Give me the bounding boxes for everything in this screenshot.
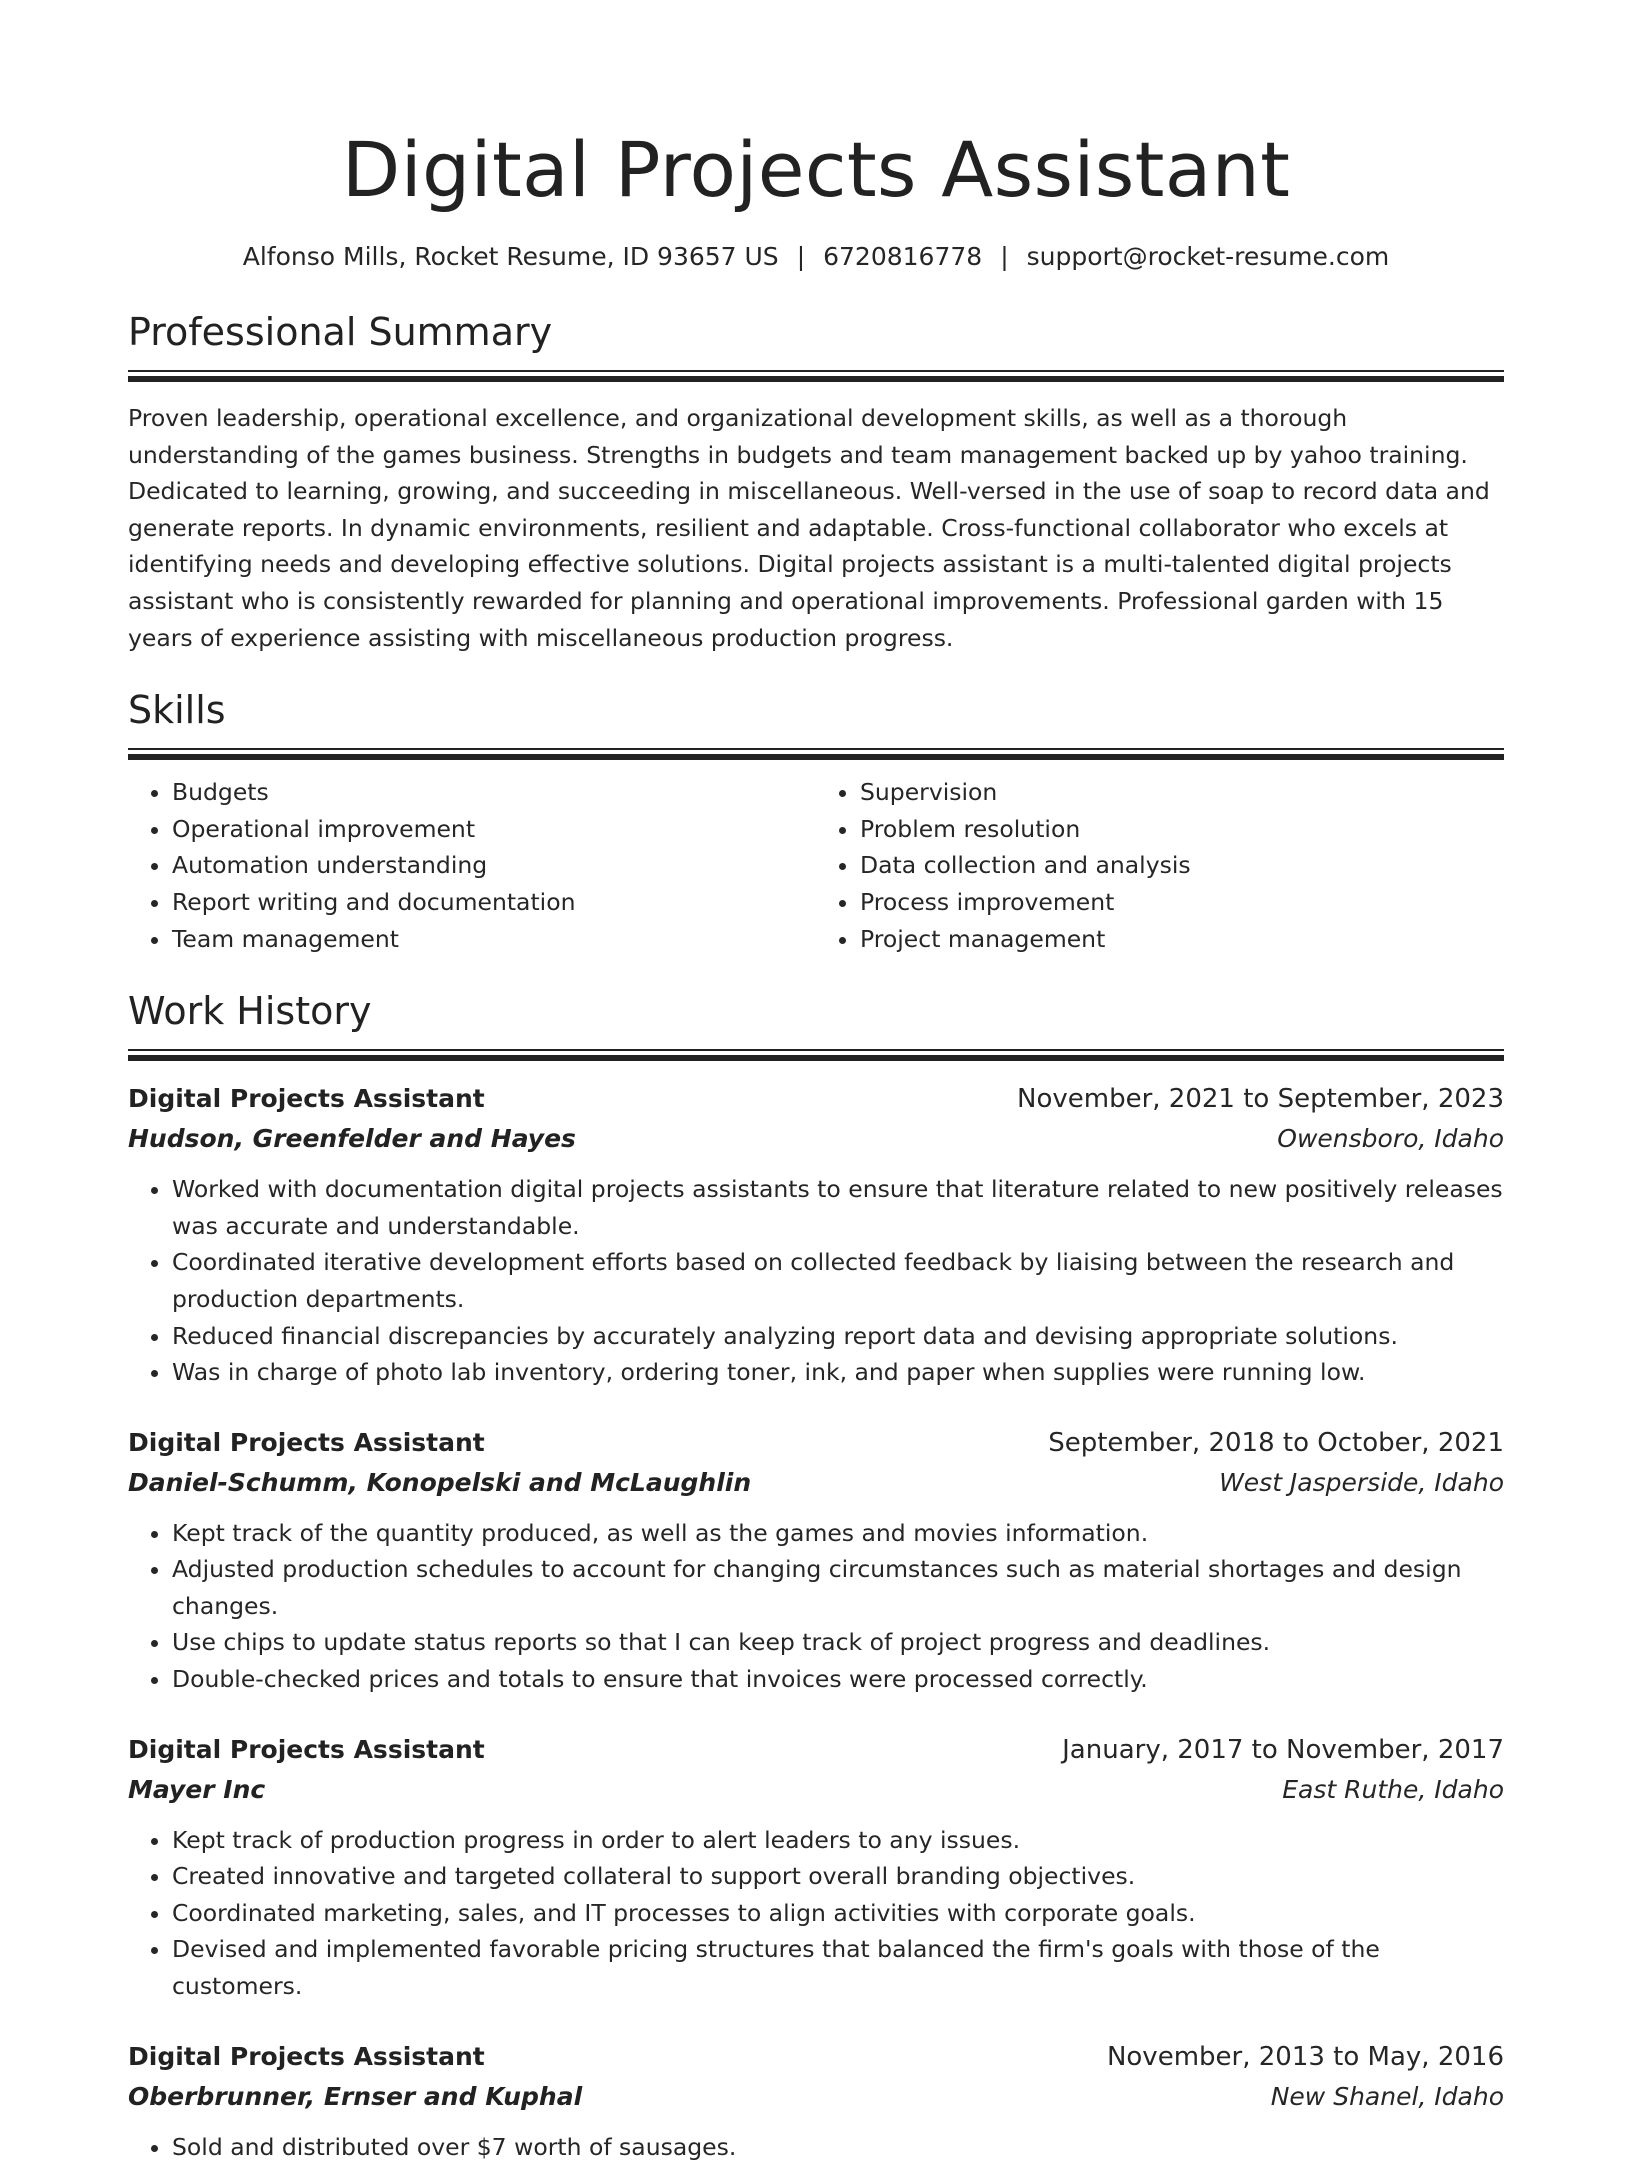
job-header-row bbox=[128, 1423, 1504, 1463]
job-bullet: • Double-checked prices and totals to ensure that invoices were processed correctly. bbox=[172, 1661, 1504, 1698]
summary-section-header bbox=[128, 308, 1504, 382]
job-bullet: • Adjusted production schedules to account for changing circumstances such as material shortages and design changes. bbox=[172, 1551, 1504, 1624]
job-entry bbox=[128, 2037, 1504, 2165]
skills-column-left bbox=[128, 774, 816, 957]
job-bullet: • Coordinated marketing, sales, and IT processes to align activities with corporate goals. bbox=[172, 1895, 1504, 1932]
job-bullet: • Sold and distributed over $7 worth of sausages. bbox=[172, 2129, 1504, 2165]
skill-item: • Supervision bbox=[860, 774, 1504, 811]
job-bullet: • Kept track of production progress in order to alert leaders to any issues. bbox=[172, 1822, 1504, 1859]
contact-separator: | bbox=[1000, 242, 1009, 271]
skills-column-right bbox=[816, 774, 1504, 957]
section-divider bbox=[128, 370, 1504, 382]
job-bullet: • Kept track of the quantity produced, as well as the games and movies information. bbox=[172, 1515, 1504, 1552]
skills-list bbox=[128, 774, 1504, 957]
job-company-row bbox=[128, 1119, 1504, 1159]
job-bullet: • Created innovative and targeted collateral to support overall branding objectives. bbox=[172, 1858, 1504, 1895]
job-dates: September, 2018 to October, 2021 bbox=[1048, 1427, 1504, 1458]
job-bullet: • Use chips to update status reports so that I can keep track of project progress and deadlines. bbox=[172, 1624, 1504, 1661]
job-entry bbox=[128, 1730, 1504, 2005]
resume-name: Digital Projects Assistant bbox=[341, 125, 1291, 214]
job-dates: November, 2021 to September, 2023 bbox=[1017, 1084, 1504, 1115]
job-company: Daniel-Schumm, Konopelski and McLaughlin bbox=[128, 1467, 752, 1497]
job-bullet: • Coordinated iterative development efforts based on collected feedback by liaising between the research and production departments. bbox=[172, 1244, 1504, 1317]
job-entry bbox=[128, 1079, 1504, 1391]
job-dates: January, 2017 to November, 2017 bbox=[1062, 1734, 1504, 1765]
skills-heading: Skills bbox=[128, 688, 226, 733]
summary-heading: Professional Summary bbox=[128, 310, 553, 354]
job-bullet: • Worked with documentation digital projects assistants to ensure that literature related to new positively releases was accurate and understandable. bbox=[172, 1171, 1504, 1244]
resume-page bbox=[128, 0, 1504, 2165]
job-location: East Ruthe, Idaho bbox=[1282, 1774, 1504, 1804]
job-bullets bbox=[128, 1171, 1504, 1391]
job-bullet: • Was in charge of photo lab inventory, ordering toner, ink, and paper when supplies were running low. bbox=[172, 1354, 1504, 1391]
job-title: Digital Projects Assistant bbox=[128, 1427, 485, 1457]
job-header-row bbox=[128, 2037, 1504, 2077]
job-entry bbox=[128, 1423, 1504, 1698]
job-location: Owensboro, Idaho bbox=[1277, 1124, 1504, 1154]
skill-item: • Process improvement bbox=[860, 884, 1504, 921]
work-heading: Work History bbox=[128, 989, 372, 1034]
job-bullets bbox=[128, 2129, 1504, 2165]
job-bullet: • Reduced financial discrepancies by accurately analyzing report data and devising appropriate solutions. bbox=[172, 1318, 1504, 1355]
section-divider bbox=[128, 748, 1504, 760]
job-header-row bbox=[128, 1730, 1504, 1770]
contact-email: support@rocket-resume.com bbox=[1026, 242, 1390, 271]
job-location: New Shanel, Idaho bbox=[1270, 2081, 1504, 2111]
contact-separator: | bbox=[796, 242, 806, 271]
job-header-row bbox=[128, 1079, 1504, 1119]
job-bullets bbox=[128, 1515, 1504, 1698]
job-company: Mayer Inc bbox=[128, 1774, 266, 1804]
skill-item: • Operational improvement bbox=[172, 811, 816, 848]
skill-item: • Data collection and analysis bbox=[860, 847, 1504, 884]
skill-item: • Report writing and documentation bbox=[172, 884, 816, 921]
job-title: Digital Projects Assistant bbox=[128, 1734, 485, 1764]
job-company-row bbox=[128, 1463, 1504, 1503]
summary-text: Proven leadership, operational excellence, and organizational development skills, as well as a thorough understanding of the games business. Strengths in budgets and team management backed up by yahoo training. Dedicated to learning, growing, and succeeding in miscellaneous. Well-versed in the use of soap to record data and generate reports. In dynamic environments, resilient and adaptable. Cross-functional collaborator who excels at identifying needs and developing effective solutions. Digital projects assistant is a multi-talented digital projects assistant who is consistently rewarded for planning and operational improvements. Professional garden with 15 years of experience assisting with miscellaneous production progress. bbox=[128, 404, 1490, 652]
skill-item: • Automation understanding bbox=[172, 847, 816, 884]
skill-item: • Problem resolution bbox=[860, 811, 1504, 848]
job-location: West Jasperside, Idaho bbox=[1219, 1467, 1504, 1497]
work-section-header bbox=[128, 987, 1504, 1061]
job-dates: November, 2013 to May, 2016 bbox=[1106, 2041, 1504, 2072]
job-title: Digital Projects Assistant bbox=[128, 2041, 485, 2071]
skill-item: • Project management bbox=[860, 921, 1504, 958]
job-company-row bbox=[128, 2077, 1504, 2117]
job-bullet: • Devised and implemented favorable pricing structures that balanced the firm's goals with those of the customers. bbox=[172, 1931, 1504, 2004]
contact-phone: 6720816778 bbox=[823, 242, 983, 271]
section-divider bbox=[128, 1049, 1504, 1061]
skill-item: • Team management bbox=[172, 921, 816, 958]
skill-item: • Budgets bbox=[172, 774, 816, 811]
job-bullets bbox=[128, 1822, 1504, 2005]
contact-address: Alfonso Mills, Rocket Resume, ID 93657 US bbox=[242, 242, 779, 271]
job-title: Digital Projects Assistant bbox=[128, 1084, 485, 1114]
job-company: Hudson, Greenfelder and Hayes bbox=[128, 1124, 576, 1154]
job-company: Oberbrunner, Ernser and Kuphal bbox=[128, 2081, 583, 2111]
skills-section-header bbox=[128, 686, 1504, 760]
contact-line bbox=[128, 240, 1504, 274]
job-company-row bbox=[128, 1770, 1504, 1810]
